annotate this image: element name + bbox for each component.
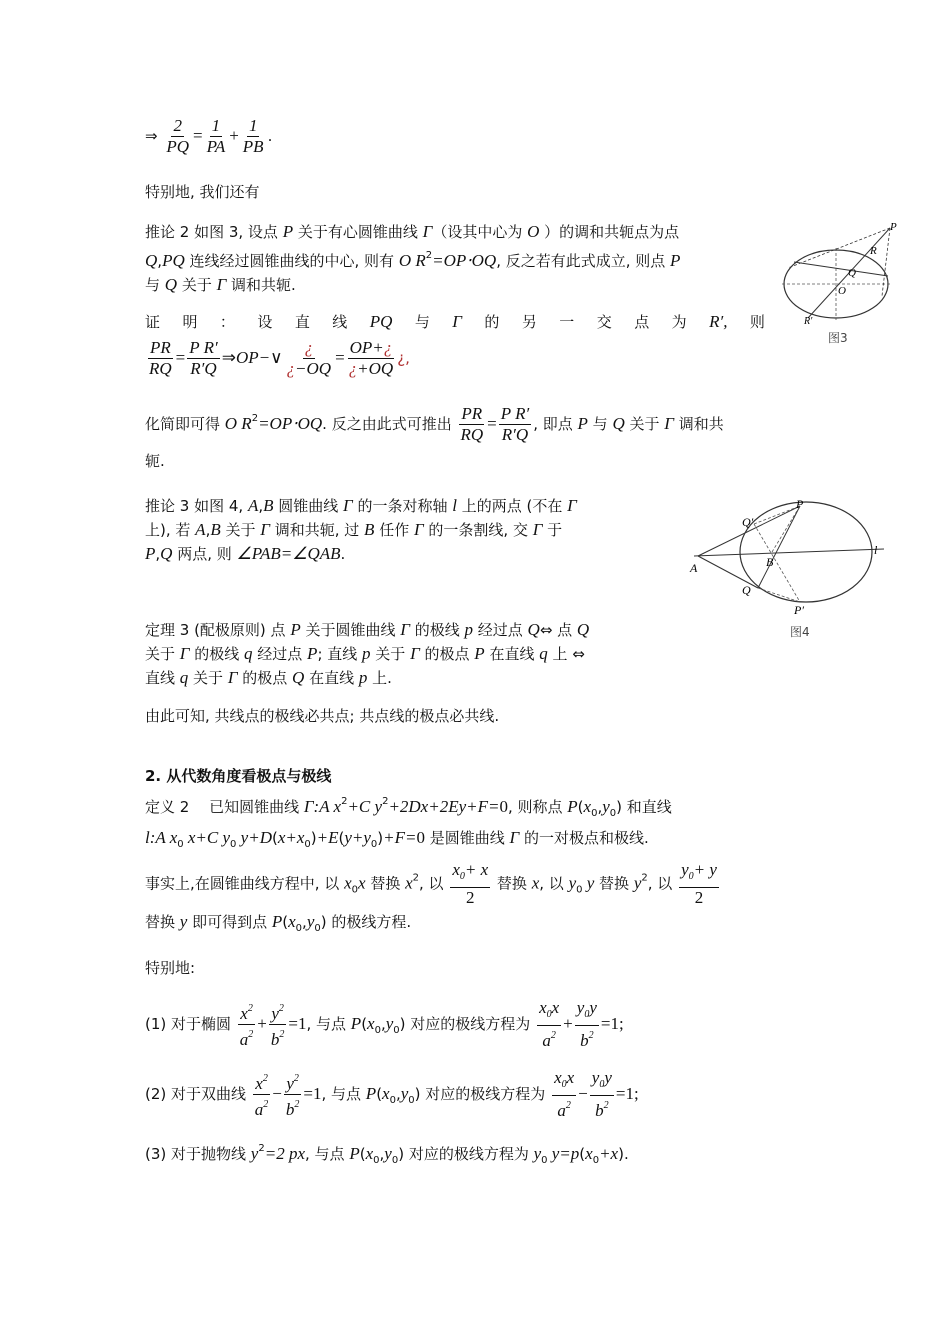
figure-4-chord-pq	[758, 506, 800, 588]
figure-4-chord-q-prime-p-prime	[754, 524, 800, 602]
equation-harmonic: ⇒ $\frac{2}{PQ}$ = $\frac{1}{PA}$ + $\frac{1}{PB}$ .	[145, 116, 273, 156]
figure-4-label-b: B	[766, 555, 774, 569]
figure-4-dash-2	[758, 588, 800, 602]
item-parabola: (3) 对于抛物线 $y^2=2$ px, 与点 $P(x_0,y_0)$ 对应的极线方程为 $y_0$ $y=p(x_0+x)$.	[145, 1143, 629, 1166]
item-ellipse: (1) 对于椭圆 $\frac{x^2}{a^2}$ + $\frac{y^2}{b^2}$ =1, 与点 $P(x_0,y_0)$ 对应的极线方程为 $\frac{x_0x}{a^2}$ + $\frac{y_0y}{b^2}$ =1;	[145, 998, 624, 1050]
figure-3-label-r: R	[870, 245, 877, 257]
figure-3	[778, 218, 908, 348]
fact-paragraph: 事实上,在圆锥曲线方程中, 以 $x_0x$ 替换 $x^2$, 以 $\frac{x_0+ x}{2}$ 替换 x, 以 $y_0$ y 替换 $y^2$, 以 $\frac{y_0+ y}{2}$ 替换 y 即可得到点 $P(x_0,y_0)$ 的极线方程.	[145, 860, 717, 934]
section-2-heading: 2. 从代数角度看极点与极线	[145, 767, 332, 785]
figure-4-line-ap	[698, 506, 800, 556]
item-hyperbola: (2) 对于双曲线 $\frac{x^2}{a^2}$ − $\frac{y^2}{b^2}$ =1, 与点 $P(x_0,y_0)$ 对应的极线方程为 $\frac{x_0x}{a^2}$ − $\frac{y_0y}{b^2}$ =1;	[145, 1068, 639, 1120]
figure-3-label-p: P	[890, 221, 897, 233]
figure-3-caption: 图3	[828, 331, 848, 345]
figure-4	[684, 494, 894, 644]
definition-2: 定义 2 已知圆锥曲线 Γ:A $x^2+C$ $y^2+2Dx+2Ey+F=0$, 则称点 $P(x_0,y_0)$ 和直线 l:A $x_0$ x+C $y_0$ $y+D(x+x_0)+E(y+y_0)+F=0$ 是圆锥曲线 Γ 的一对极点和极线.	[145, 796, 672, 850]
figure-3-label-r-prime: R′	[804, 316, 813, 327]
simplify-paragraph: 化简即可得 O $R^2=OP\cdot OQ$. 反之由此式可推出 $\frac{PR}{RQ}$ = $\frac{\text{P R′}}{R'Q}$ , 即点 P 与 Q 关于 Γ 调和共 轭.	[145, 404, 724, 470]
proof-line	[145, 310, 765, 334]
figure-3-tangent-2	[882, 228, 890, 296]
figure-4-label-q: Q	[742, 583, 751, 597]
conclusion: 由此可知, 共线点的极线必共点; 共点线的极点必共线.	[145, 707, 500, 725]
paragraph-special: 特别地, 我们还有	[145, 183, 260, 201]
figure-4-label-q-prime: Q′	[742, 515, 754, 529]
proof-equation: $\frac{PR}{RQ}$ = $\frac{\text{P R′}}{R'Q}$ ⇒OP−∨ $\frac{¿}{¿-OQ}$ = $\frac{OP+¿}{¿+OQ}$ ¿,	[149, 338, 410, 378]
paragraph-special-2: 特别地:	[145, 959, 196, 977]
figure-4-label-a: A	[690, 561, 698, 575]
figure-4-label-p-prime: P′	[794, 603, 804, 617]
figure-4-caption: 图4	[790, 625, 810, 639]
proof-words: 证 明 ： 设 直 线 PQ 与 Γ 的 另 一 交 点 为 R′, 则	[145, 312, 765, 331]
theorem-3: 定理 3 (配极原则) 点 P 关于圆锥曲线 Γ 的极线 p 经过点 Q⇔ 点 Q 关于 Γ 的极线 q 经过点 P; 直线 p 关于 Γ 的极点 P 在直线 q 上 ⇔ 直线 q 关于 Γ 的极点 Q 在直线 p 上.	[145, 620, 590, 687]
corollary-2: 推论 2 如图 3, 设点 P 关于有心圆锥曲线 Γ（设其中心为 O ）的调和共轭点为点 Q,PQ 连线经过圆锥曲线的中心, 则有 O $R^2=OP\cdot OQ$, 反之若有此式成立, 则点 P 与 Q 关于 Γ 调和共轭.	[145, 222, 681, 294]
figure-3-label-o: O	[838, 285, 846, 297]
figure-4-axis-l	[694, 549, 884, 556]
figure-4-label-l: l	[874, 543, 878, 557]
figure-3-chord	[794, 262, 888, 276]
figure-3-label-q: Q	[848, 267, 856, 279]
corollary-3: 推论 3 如图 4, A,B 圆锥曲线 Γ 的一条对称轴 l 上的两点 (不在 Γ 上), 若 A,B 关于 Γ 调和共轭, 过 B 任作 Γ 的一条割线, 交 Γ 于 P,Q 两点, 则 ∠PAB=∠QAB.	[145, 496, 577, 563]
figure-4-label-p: P	[796, 497, 804, 511]
